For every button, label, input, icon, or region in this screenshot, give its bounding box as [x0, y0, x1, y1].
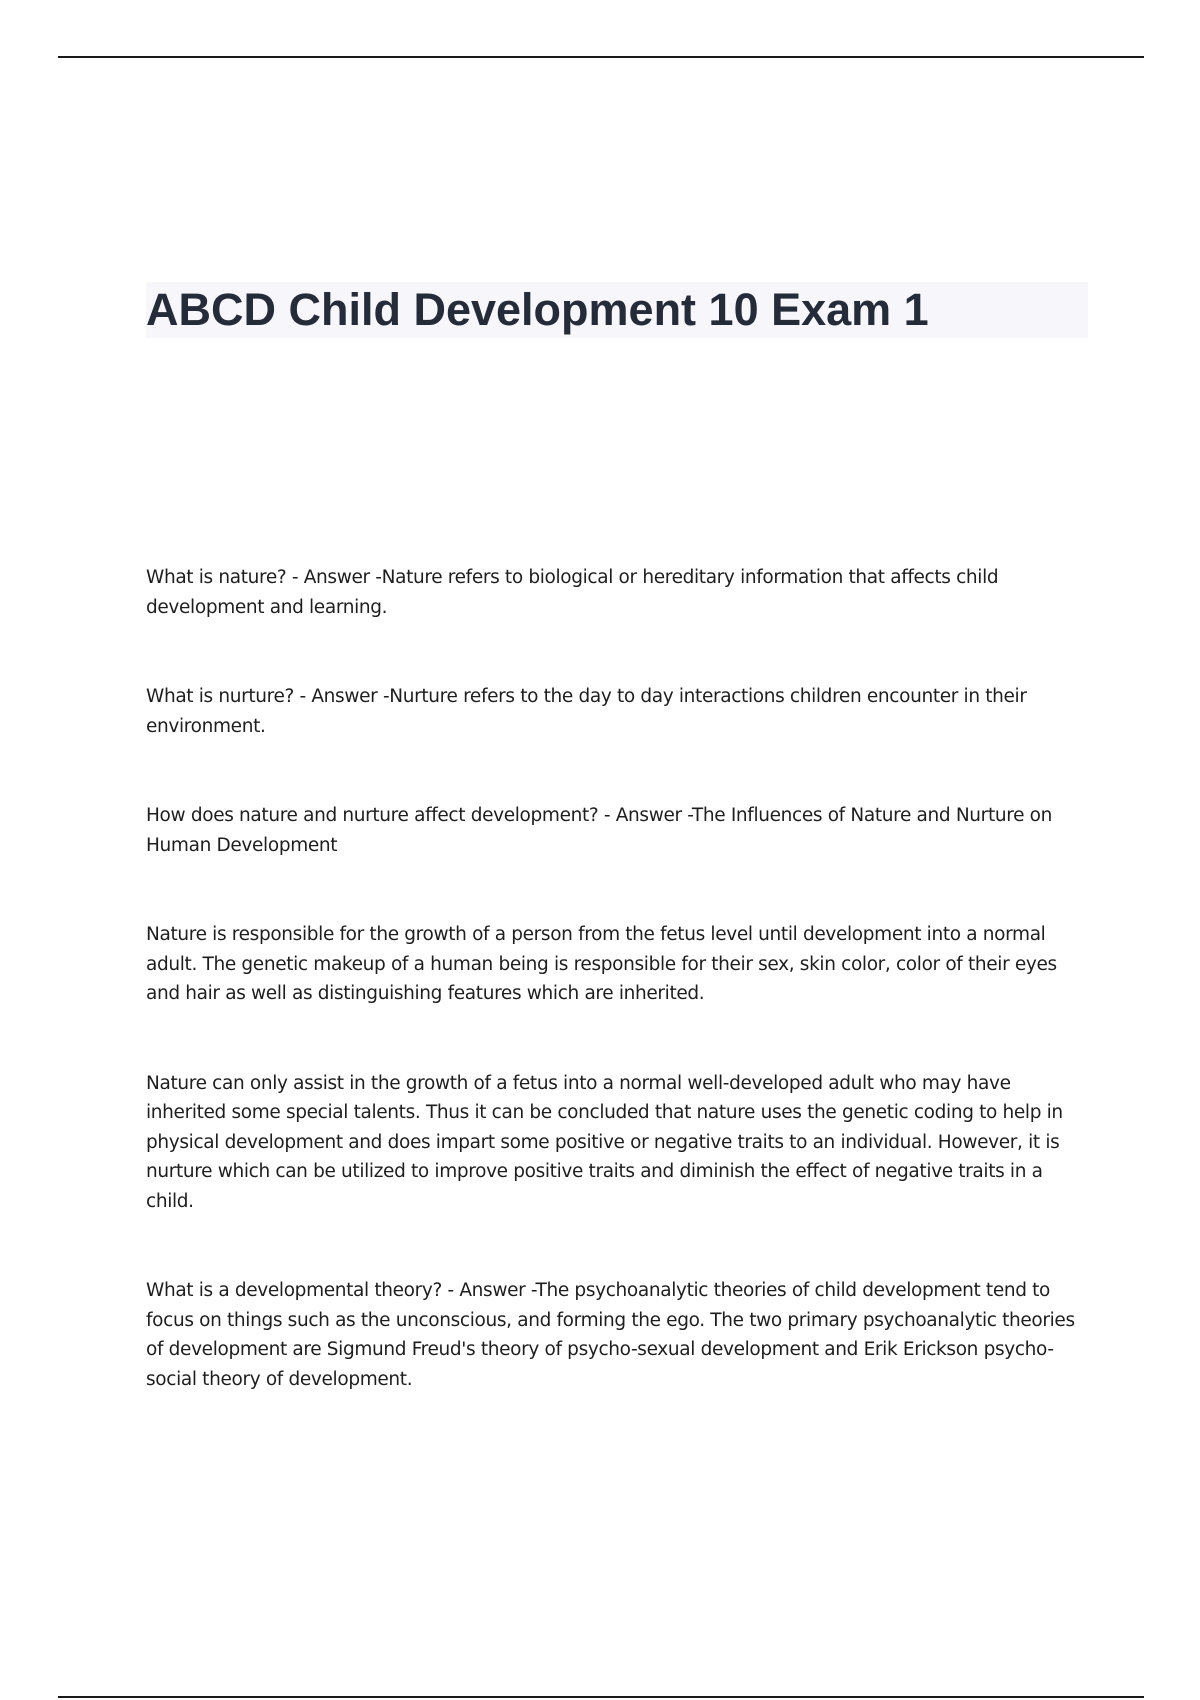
qa-paragraph-nature-nurture-effect: How does nature and nurture affect development? - Answer -The Influences of Nature and Nurture on Human Development	[146, 805, 1052, 856]
qa-paragraph-nurture: What is nurture? - Answer -Nurture refers to the day to day interactions children encounter in their environment.	[146, 686, 1027, 737]
paragraph-nature-traits: Nature can only assist in the growth of a fetus into a normal well-developed adult who may have inherited some special talents. Thus it can be concluded that nature uses the genetic coding to help in physical development and does impart some positive or negative traits to an individual. However, it is nurture which can be utilized to improve positive traits and diminish the effect of negative traits in a child.	[146, 1072, 1063, 1212]
paragraph-nature-growth: Nature is responsible for the growth of a person from the fetus level until development into a normal adult. The genetic makeup of a human being is responsible for their sex, skin color, color of their eyes and hair as well as distinguishing features which are inherited.	[146, 924, 1057, 1004]
document-body	[146, 563, 1086, 1394]
qa-paragraph-developmental-theory: What is a developmental theory? - Answer -The psychoanalytic theories of child development tend to focus on things such as the unconscious, and forming the ego. The two primary psychoanalytic theories of development are Sigmund Freud's theory of psycho-sexual development and Erik Erickson psycho-social theory of development.	[146, 1280, 1075, 1390]
qa-paragraph-nature: What is nature? - Answer -Nature refers to biological or hereditary information that affects child development and learning.	[146, 567, 999, 618]
page-top-rule	[58, 56, 1144, 58]
document-title: ABCD Child Development 10 Exam 1	[146, 284, 929, 335]
page-bottom-rule	[58, 1696, 1144, 1698]
